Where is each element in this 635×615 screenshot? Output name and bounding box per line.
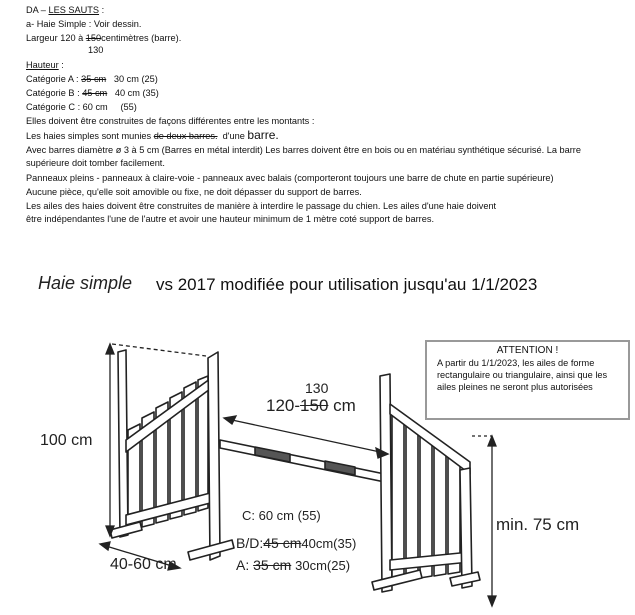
paragraph-1: Elles doivent être construites de façons différentes entre les montants : — [26, 116, 315, 126]
left-wing — [110, 350, 234, 560]
figure-title: Haie simple — [38, 273, 133, 293]
cat-a-text: A: — [236, 557, 250, 573]
cat-bd-new: 40cm(35) — [301, 536, 357, 551]
cat-bd-label — [236, 535, 356, 551]
paragraph-5: Aucune pièce, qu'elle soit amovible ou fixe, ne doit dépasser du support de barres. — [26, 187, 362, 197]
largeur-post: centimètres (barre). — [101, 33, 182, 43]
hauteur-suffix: : — [58, 60, 64, 70]
depth-label: 40-60 cm — [110, 556, 177, 573]
cat-c-text: C: 60 cm — [242, 508, 295, 523]
cat-a-label — [236, 557, 350, 573]
row-b-label: Catégorie B : — [26, 88, 80, 98]
attention-box — [425, 340, 630, 420]
width-new-label: 130 — [305, 380, 329, 396]
figure-subtitle: vs 2017 modifiée pour utilisation jusqu'au 1/1/2023 — [156, 275, 538, 294]
cat-a-old: 35 cm — [253, 557, 292, 573]
heading-suffix: : — [101, 5, 105, 15]
line-haie-simple: a- Haie Simple : Voir dessin. — [26, 19, 142, 29]
paragraph-6b: être indépendantes l'une de l'autre et avoir une hauteur minimum de 1 mètre coté support de barres. — [26, 214, 435, 224]
cat-c-new: (55) — [297, 508, 321, 523]
attention-body: A partir du 1/1/2023, les ailes de forme rectangulaire ou triangulaire, ainsi que les ailes pleines ne seront plus autorisées — [437, 358, 608, 392]
paragraph-3a: Avec barres diamètre ø 3 à 5 cm (Barres en métal interdit) Les barres doivent être en bois ou en matériau synthétique sécurisé. La barre — [26, 145, 581, 155]
row-c-new: (55) — [120, 102, 137, 112]
jump-bar — [220, 440, 385, 482]
row-c-label: Catégorie C : 60 cm — [26, 102, 108, 112]
width-pre: 120- — [266, 396, 301, 415]
p2-big: barre. — [247, 128, 279, 142]
row-b-old: 45 cm — [82, 88, 108, 98]
row-b-new: 40 cm (35) — [114, 88, 159, 98]
min-height-label: min. 75 cm — [496, 515, 580, 534]
width-label — [266, 396, 356, 416]
cat-c-label — [242, 508, 321, 523]
largeur-pre: Largeur 120 à — [26, 33, 84, 43]
height-label: 100 cm — [40, 432, 93, 449]
p2-post: d'une — [222, 131, 245, 141]
paragraph-6a: Les ailes des haies doivent être construites de manière à interdire le passage du chien. Les ailes d'une haie doivent — [26, 201, 497, 211]
cat-bd-text: B/D: — [236, 535, 264, 551]
p2-struck: de deux barres. — [153, 131, 218, 141]
row-a-old: 35 cm — [81, 74, 107, 84]
width-struck: 150 — [300, 396, 329, 415]
width-post: cm — [328, 396, 356, 415]
paragraph-3b: supérieure doit tomber facilement. — [26, 158, 165, 168]
p2-pre: Les haies simples sont munies — [26, 131, 152, 141]
heading-title: LES SAUTS — [48, 5, 100, 15]
hauteur-label: Hauteur — [26, 60, 59, 70]
cat-a-new: 30cm(25) — [295, 558, 351, 573]
row-a-new: 30 cm (25) — [113, 74, 158, 84]
attention-heading: ATTENTION ! — [496, 345, 559, 356]
cat-bd-old: 45 cm — [263, 535, 302, 551]
heading-prefix: DA – — [26, 5, 46, 15]
row-a-label: Catégorie A : — [26, 74, 79, 84]
largeur-new: 130 — [88, 45, 104, 55]
paragraph-4: Panneaux pleins - panneaux à claire-voie - panneaux avec balais (comporteront toujours une barre de chute en partie supérieure) — [26, 173, 554, 183]
largeur-struck: 150 — [85, 33, 102, 43]
